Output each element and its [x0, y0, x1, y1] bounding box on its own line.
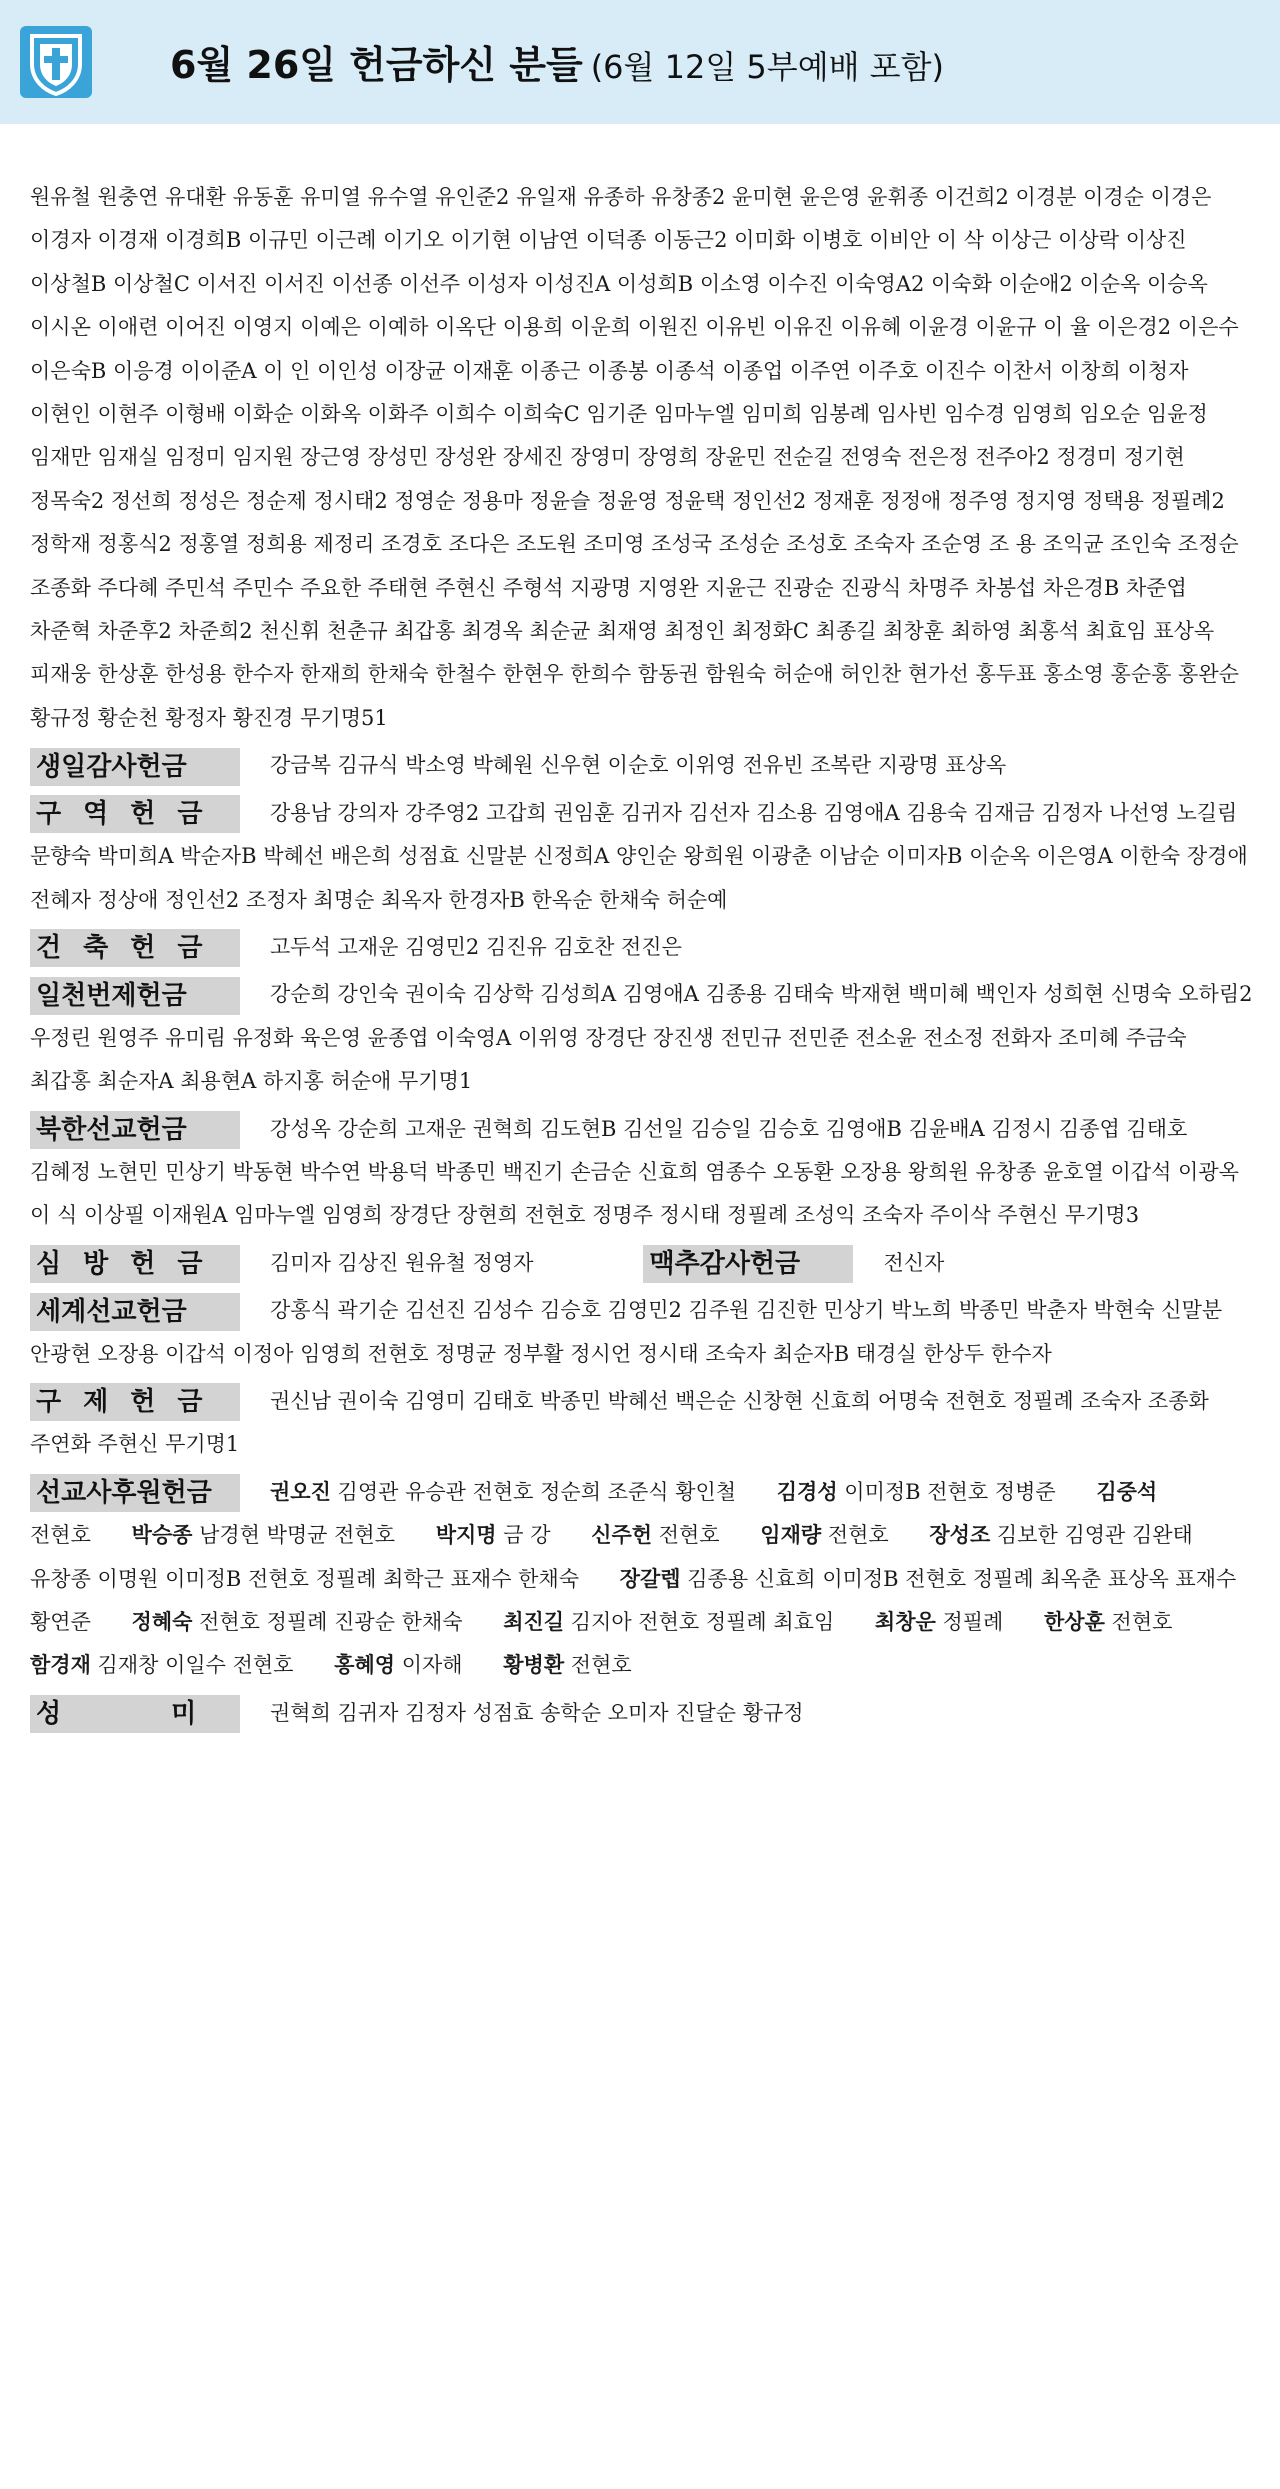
section-names: 강홍식 곽기순 김선진 김성수 김승호 김영민2 김주원 김진한 민상기 박노희 박종민 박춘자 박현숙 신말분 안광현 오장용 이갑석 이정아 임영희 전현호 정명균 정부활 정시언 정시태 조숙자 최순자B 태경실 한상두 한수자 — [30, 1298, 1223, 1366]
section-north-korea — [30, 1108, 1254, 1238]
missionary-name: 신주헌 — [591, 1523, 653, 1548]
missionary-group — [132, 1523, 395, 1547]
missionary-name: 임재량 — [760, 1523, 822, 1548]
supporter-names: 금 강 — [496, 1523, 551, 1548]
missionary-name: 함경재 — [30, 1653, 91, 1678]
missionary-group — [1044, 1610, 1172, 1634]
section-label: 생일감사헌금 — [30, 748, 240, 786]
section-label: 맥추감사헌금 — [643, 1245, 853, 1283]
supporter-names: 이자해 — [395, 1653, 463, 1678]
missionary-group — [777, 1480, 1056, 1504]
missionary-group — [436, 1523, 551, 1547]
section-building — [30, 926, 1254, 969]
section-label: 구제헌금 — [30, 1383, 240, 1421]
missionary-name: 한상훈 — [1044, 1610, 1105, 1634]
missionary-group — [270, 1480, 736, 1504]
title-main: 6월 26일 헌금하신 분들 — [170, 43, 583, 87]
section-relief — [30, 1380, 1254, 1467]
section-label: 일천번제헌금 — [30, 977, 240, 1015]
supporter-names: 전현호 — [30, 1523, 91, 1548]
section-names: 권혁희 김귀자 김정자 성점효 송학순 오미자 진달순 황규정 — [270, 1700, 804, 1725]
section-tithe — [30, 973, 1254, 1103]
missionary-name: 장갈렙 — [619, 1566, 681, 1591]
supporter-names: 정필례 — [935, 1610, 1004, 1634]
section-names: 강용남 강의자 강주영2 고갑희 권임훈 김귀자 김선자 김소용 김영애A 김용숙 김재금 김정자 나선영 노길림 문향숙 박미희A 박순자B 박혜선 배은희 성점효 신말분 신정희A 양인순 왕희원 이광춘 이남순 이미자B 이순옥 이은영A 이한숙 장경애 전혜자 정상애 정인선2 조정자 최명순 최옥자 한경자B 한옥순 한채숙 허순예 — [30, 800, 1248, 912]
missionary-group — [503, 1653, 631, 1677]
supporter-names: 전현호 — [564, 1653, 632, 1678]
missionary-name: 최진길 — [503, 1610, 565, 1634]
supporter-names: 전현호 — [821, 1523, 889, 1548]
missionary-group — [760, 1523, 888, 1547]
missionary-name: 권오진 — [270, 1479, 331, 1504]
section-label: 세계선교헌금 — [30, 1293, 240, 1331]
section-label: 구역헌금 — [30, 795, 240, 833]
missionary-name: 박지명 — [435, 1523, 497, 1548]
section-birthday — [30, 744, 1254, 787]
section-names: 고두석 고재운 김영민2 김진유 김호찬 전진은 — [270, 934, 682, 959]
section-names: 강순희 강인숙 권이숙 김상학 김성희A 김영애A 김종용 김태숙 박재현 백미혜 백인자 성희현 신명숙 오하림2 우정린 원영주 유미림 유정화 육은영 윤종엽 이숙영A 이위영 장경단 장진생 전민규 전민준 전소윤 전소정 전화자 조미혜 주금숙 최갑홍 최순자A 최용현A 하지홍 허순애 무기명1 — [30, 982, 1253, 1094]
supporter-names: 김종용 신효희 이미정B 전현호 정필례 최옥춘 표상옥 표재수 황연준 — [30, 1566, 1237, 1634]
church-cross-shield-icon — [18, 24, 94, 100]
section-missionary — [30, 1471, 1254, 1688]
missionary-name: 김중석 — [1096, 1479, 1158, 1504]
supporter-names: 김재창 이일수 전현호 — [90, 1653, 294, 1678]
supporter-names: 김보한 김영관 김완태 유창종 이명원 이미정B 전현호 정필례 최학근 표재수 한채숙 — [30, 1523, 1193, 1591]
title-subtitle: (6월 12일 5부예배 포함) — [590, 48, 944, 86]
supporter-names: 전현호 — [1104, 1610, 1173, 1634]
missionary-name: 박승종 — [131, 1523, 193, 1548]
missionary-name: 황병환 — [503, 1653, 565, 1678]
supporter-names: 전현호 — [652, 1523, 720, 1548]
section-label: 선교사후원헌금 — [30, 1474, 240, 1512]
section-names: 전신자 — [883, 1250, 945, 1275]
section-visit-wheat — [30, 1242, 1254, 1285]
missionary-group — [591, 1523, 719, 1547]
section-label: 성미 — [30, 1695, 240, 1733]
supporter-names: 이미정B 전현호 정병준 — [837, 1479, 1056, 1504]
section-names: 강금복 김규식 박소영 박혜원 신우현 이순호 이위영 전유빈 조복란 지광명 표상옥 — [270, 753, 1007, 778]
missionary-name: 최창운 — [874, 1610, 936, 1634]
missionary-group — [132, 1610, 463, 1634]
offering-list — [30, 176, 1254, 1735]
section-names: 강성옥 강순희 고재운 권혁희 김도현B 김선일 김승일 김승호 김영애B 김윤배A 김정시 김종엽 김태호 김혜정 노현민 민상기 박동현 박수연 박용덕 박종민 백진기 손금순 신효희 염종수 오동환 오장용 왕희원 유창종 윤호열 이갑석 이광옥 이 식 이상필 이재원A 임마누엘 임영희 장경단 장현희 전현호 정명주 정시태 정필례 조성익 조숙자 주이삭 주현신 무기명3 — [30, 1116, 1239, 1228]
missionary-group — [334, 1653, 462, 1677]
missionary-group — [503, 1610, 834, 1634]
page-header — [0, 0, 1280, 124]
supporter-names: 전현호 정필례 진광순 한채숙 — [192, 1610, 463, 1634]
missionary-group — [875, 1610, 1003, 1634]
missionary-name: 정혜숙 — [131, 1610, 193, 1634]
supporter-names: 김지아 전현호 정필례 최효임 — [564, 1610, 835, 1634]
missionary-name: 김경성 — [776, 1479, 838, 1504]
missionary-name: 장성조 — [929, 1523, 991, 1548]
supporter-names: 김영관 유승관 전현호 정순희 조준식 황인철 — [330, 1479, 737, 1504]
main-donor-list: 원유철 원충연 유대환 유동훈 유미열 유수열 유인준2 유일재 유종하 유창종2 윤미현 윤은영 윤휘종 이건희2 이경분 이경순 이경은 이경자 이경재 이경희B 이규민 이근례 이기오 이기현 이남연 이덕종 이동근2 이미화 이병호 이비안 이 삭 이상근 이상락 이상진 이상철B 이상철C 이서진 이서진 이선종 이선주 이성자 이성진A 이성희B 이소영 이수진 이숙영A2 이숙화 이순애2 이순옥 이승옥 이시온 이애련 이어진 이영지 이예은 이예하 이옥단 이용희 이운희 이원진 이유빈 이유진 이유혜 이윤경 이윤규 이 율 이은경2 이은수 이은숙B 이응경 이이준A 이 인 이인성 이장균 이재훈 이종근 이종봉 이종석 이종업 이주연 이주호 이진수 이찬서 이창희 이청자 이현인 이현주 이형배 이화순 이화옥 이화주 이희수 이희숙C 임기준 임마누엘 임미희 임봉례 임사빈 임수경 임영희 임오순 임윤정 임재만 임재실 임정미 임지원 장근영 장성민 장성완 장세진 장영미 장영희 장윤민 전순길 전영숙 전은정 전주아2 정경미 정기현 정목숙2 정선희 정성은 정순제 정시태2 정영순 정용마 정윤슬 정윤영 정윤택 정인선2 정재훈 정정애 정주영 정지영 정택용 정필례2 정학재 정홍식2 정홍열 정희용 제정리 조경호 조다은 조도원 조미영 조성국 조성순 조성호 조숙자 조순영 조 용 조익균 조인숙 조정순 조종화 주다혜 주민석 주민수 주요한 주태현 주현신 주형석 지광명 지영완 지윤근 진광순 진광식 차명주 차봉섭 차은경B 차준엽 차준혁 차준후2 차준희2 천신휘 천춘규 최갑홍 최경옥 최순균 최재영 최정인 최정화C 최종길 최창훈 최하영 최홍석 최효임 표상옥 피재웅 한상훈 한성용 한수자 한재희 한채숙 한철수 한현우 한희수 함동권 함원숙 허순애 허인찬 현가선 홍두표 홍소영 홍순홍 홍완순 황규정 황순천 황정자 황진경 무기명51 — [30, 185, 1239, 730]
section-label: 건축헌금 — [30, 929, 240, 967]
supporter-names: 남경현 박명균 전현호 — [192, 1523, 396, 1548]
page-title — [170, 34, 944, 89]
missionary-group — [30, 1653, 293, 1677]
missionary-name: 홍혜영 — [334, 1653, 396, 1678]
section-holy-rice — [30, 1692, 1254, 1735]
section-names: 김미자 김상진 원유철 정영자 — [270, 1250, 534, 1275]
section-names: 권신남 권이숙 김영미 김태호 박종민 박혜선 백은순 신창현 신효희 어명숙 전현호 정필례 조숙자 조종화 주연화 주현신 무기명1 — [30, 1388, 1209, 1457]
section-label: 심방헌금 — [30, 1245, 240, 1283]
section-label: 북한선교헌금 — [30, 1111, 240, 1149]
section-world-mission — [30, 1289, 1254, 1376]
section-district — [30, 792, 1254, 922]
